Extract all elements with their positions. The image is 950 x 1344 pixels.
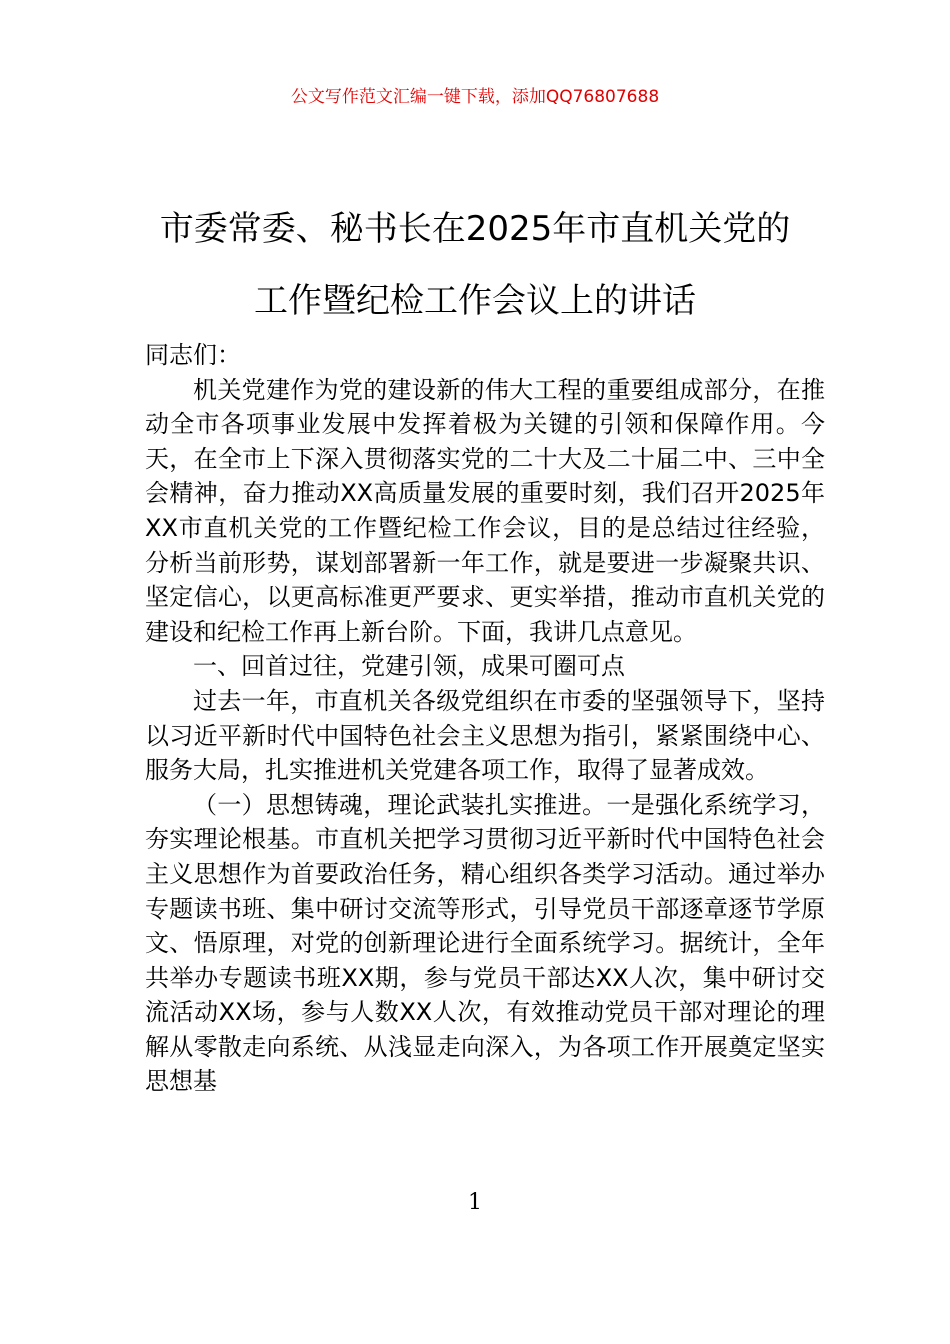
document-body <box>145 338 825 1099</box>
title-line-1: 市委常委、秘书长在2025年市直机关党的 <box>159 208 791 249</box>
salutation: 同志们： <box>145 341 241 369</box>
page-number: 1 <box>468 1190 482 1215</box>
section-heading-1: 一、回首过往，党建引领，成果可圈可点 <box>193 652 625 681</box>
download-banner: 公文写作范文汇编一键下载，添加QQ76807688 <box>290 87 660 107</box>
paragraph-intro: 机关党建作为党的建设新的伟大工程的重要组成部分，在推动全市各项事业发展中发挥着极为关键的引领和保障作用。今天，在全市上下深入贯彻落实党的二十大及二十届二中、三中全会精神，奋力推动XX高质量发展的重要时刻，我们召开2025年XX市直机关党的工作暨纪检工作会议，目的是总结过往经验，分析当前形势，谋划部署新一年工作，就是要进一步凝聚共识、坚定信心，以更高标准更严要求、更实举措，推动市直机关党的建设和纪检工作再上新台阶。下面，我讲几点意见。 <box>145 375 825 646</box>
paragraph-theory: （一）思想铸魂，理论武装扎实推进。一是强化系统学习，夯实理论根基。市直机关把学习贯彻习近平新时代中国特色社会主义思想作为首要政治任务，精心组织各类学习活动。通过举办专题读书班、集中研讨交流等形式，引导党员干部逐章逐节学原文、悟原理，对党的创新理论进行全面系统学习。据统计，全年共举办专题读书班XX期，参与党员干部达XX人次，集中研讨交流活动XX场，参与人数XX人次，有效推动党员干部对理论的理解从零散走向系统、从浅显走向深入，为各项工作开展奠定坚实思想基 <box>145 790 825 1096</box>
document-title <box>80 193 870 337</box>
paragraph-review: 过去一年，市直机关各级党组织在市委的坚强领导下，坚持以习近平新时代中国特色社会主义思想为指引，紧紧围绕中心、服务大局，扎实推进机关党建各项工作，取得了显著成效。 <box>145 686 825 785</box>
title-line-2: 工作暨纪检工作会议上的讲话 <box>254 280 696 321</box>
